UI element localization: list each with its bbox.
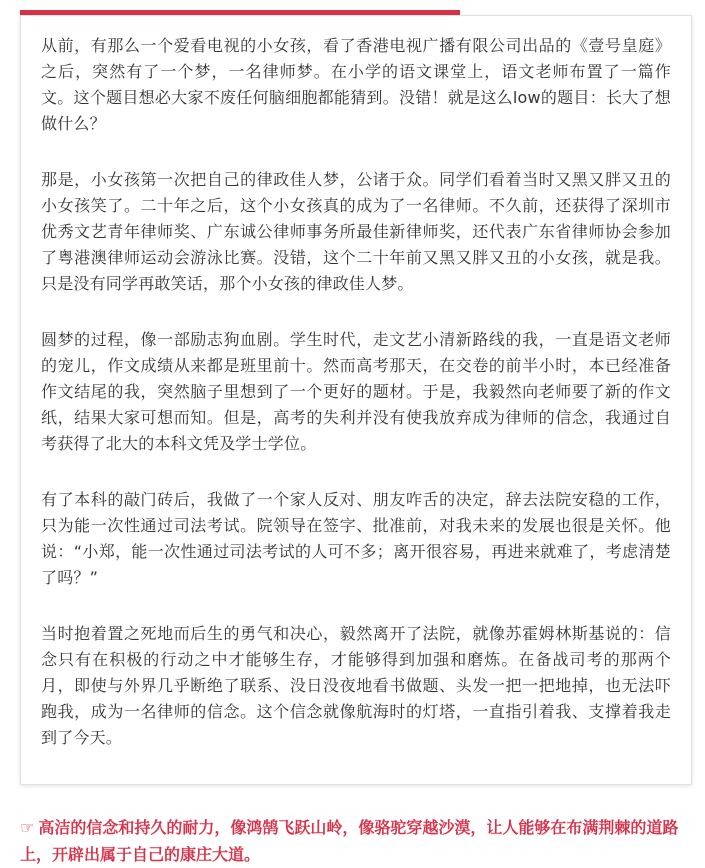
paragraph-2: 那是，小女孩第一次把自己的律政佳人梦，公诸于众。同学们看着当时又黑又胖又丑的小女孩笑了。二十年之后，这个小女孩真的成为了一名律师。不久前，还获得了深圳市优秀文艺青年律师奖、广东诚公律师事务所最佳新律师奖，还代表广东省律师协会参加了粤港澳律师运动会游泳比赛。没错，这个二十年前又黑又胖又丑的小女孩，就是我。只是没有同学再敢笑话，那个小女孩的律政佳人梦。 — [41, 170, 671, 293]
paragraph-5: 当时抱着置之死地而后生的勇气和决心，毅然离开了法院，就像苏霍姆林斯基说的：信念只有在积极的行动之中才能够生存，才能够得到加强和磨炼。在备战司考的那两个月，即使与外界几乎断绝了联系、没日没夜地看书做题、头发一把一把地掉，也无法吓跑我，成为一名律师的信念。这个信念就像航海时的灯塔，一直指引着我、支撑着我走到了今天。 — [41, 624, 671, 747]
highlight-caption — [20, 814, 700, 868]
paragraph-3: 圆梦的过程，像一部励志狗血剧。学生时代，走文艺小清新路线的我，一直是语文老师的宠儿，作文成绩从来都是班里前十。然而高考那天，在交卷的前半小时，本已经准备作文结尾的我，突然脑子里想到了一个更好的题材。于是，我毅然向老师要了新的作文纸，结果大家可想而知。但是，高考的失利并没有使我放弃成为律师的信念，我通过自考获得了北大的本科文凭及学士学位。 — [41, 330, 671, 453]
caption-text: 高洁的信念和持久的耐力，像鸿鹄飞跃山岭，像骆驼穿越沙漠，让人能够在布满荆棘的道路上，开辟出属于自己的康庄大道。 — [20, 818, 679, 864]
pointing-hand-icon: ☞ — [20, 818, 35, 837]
paragraph-4: 有了本科的敲门砖后，我做了一个家人反对、朋友咋舌的决定，辞去法院安稳的工作，只为能一次性通过司法考试。院领导在签字、批准前，对我未来的发展也很是关怀。他说：“小郑，能一次性通过司法考试的人可不多；离开很容易，再进来就难了，考虑清楚了吗？” — [41, 490, 671, 587]
paragraph-1: 从前，有那么一个爱看电视的小女孩，看了香港电视广播有限公司出品的《壹号皇庭》之后，突然有了一个梦，一名律师梦。在小学的语文课堂上，语文老师布置了一篇作文。这个题目想必大家不废任何脑细胞都能猜到。没错！就是这么low的题目：长大了想做什么？ — [41, 36, 671, 133]
article-card — [20, 15, 692, 785]
